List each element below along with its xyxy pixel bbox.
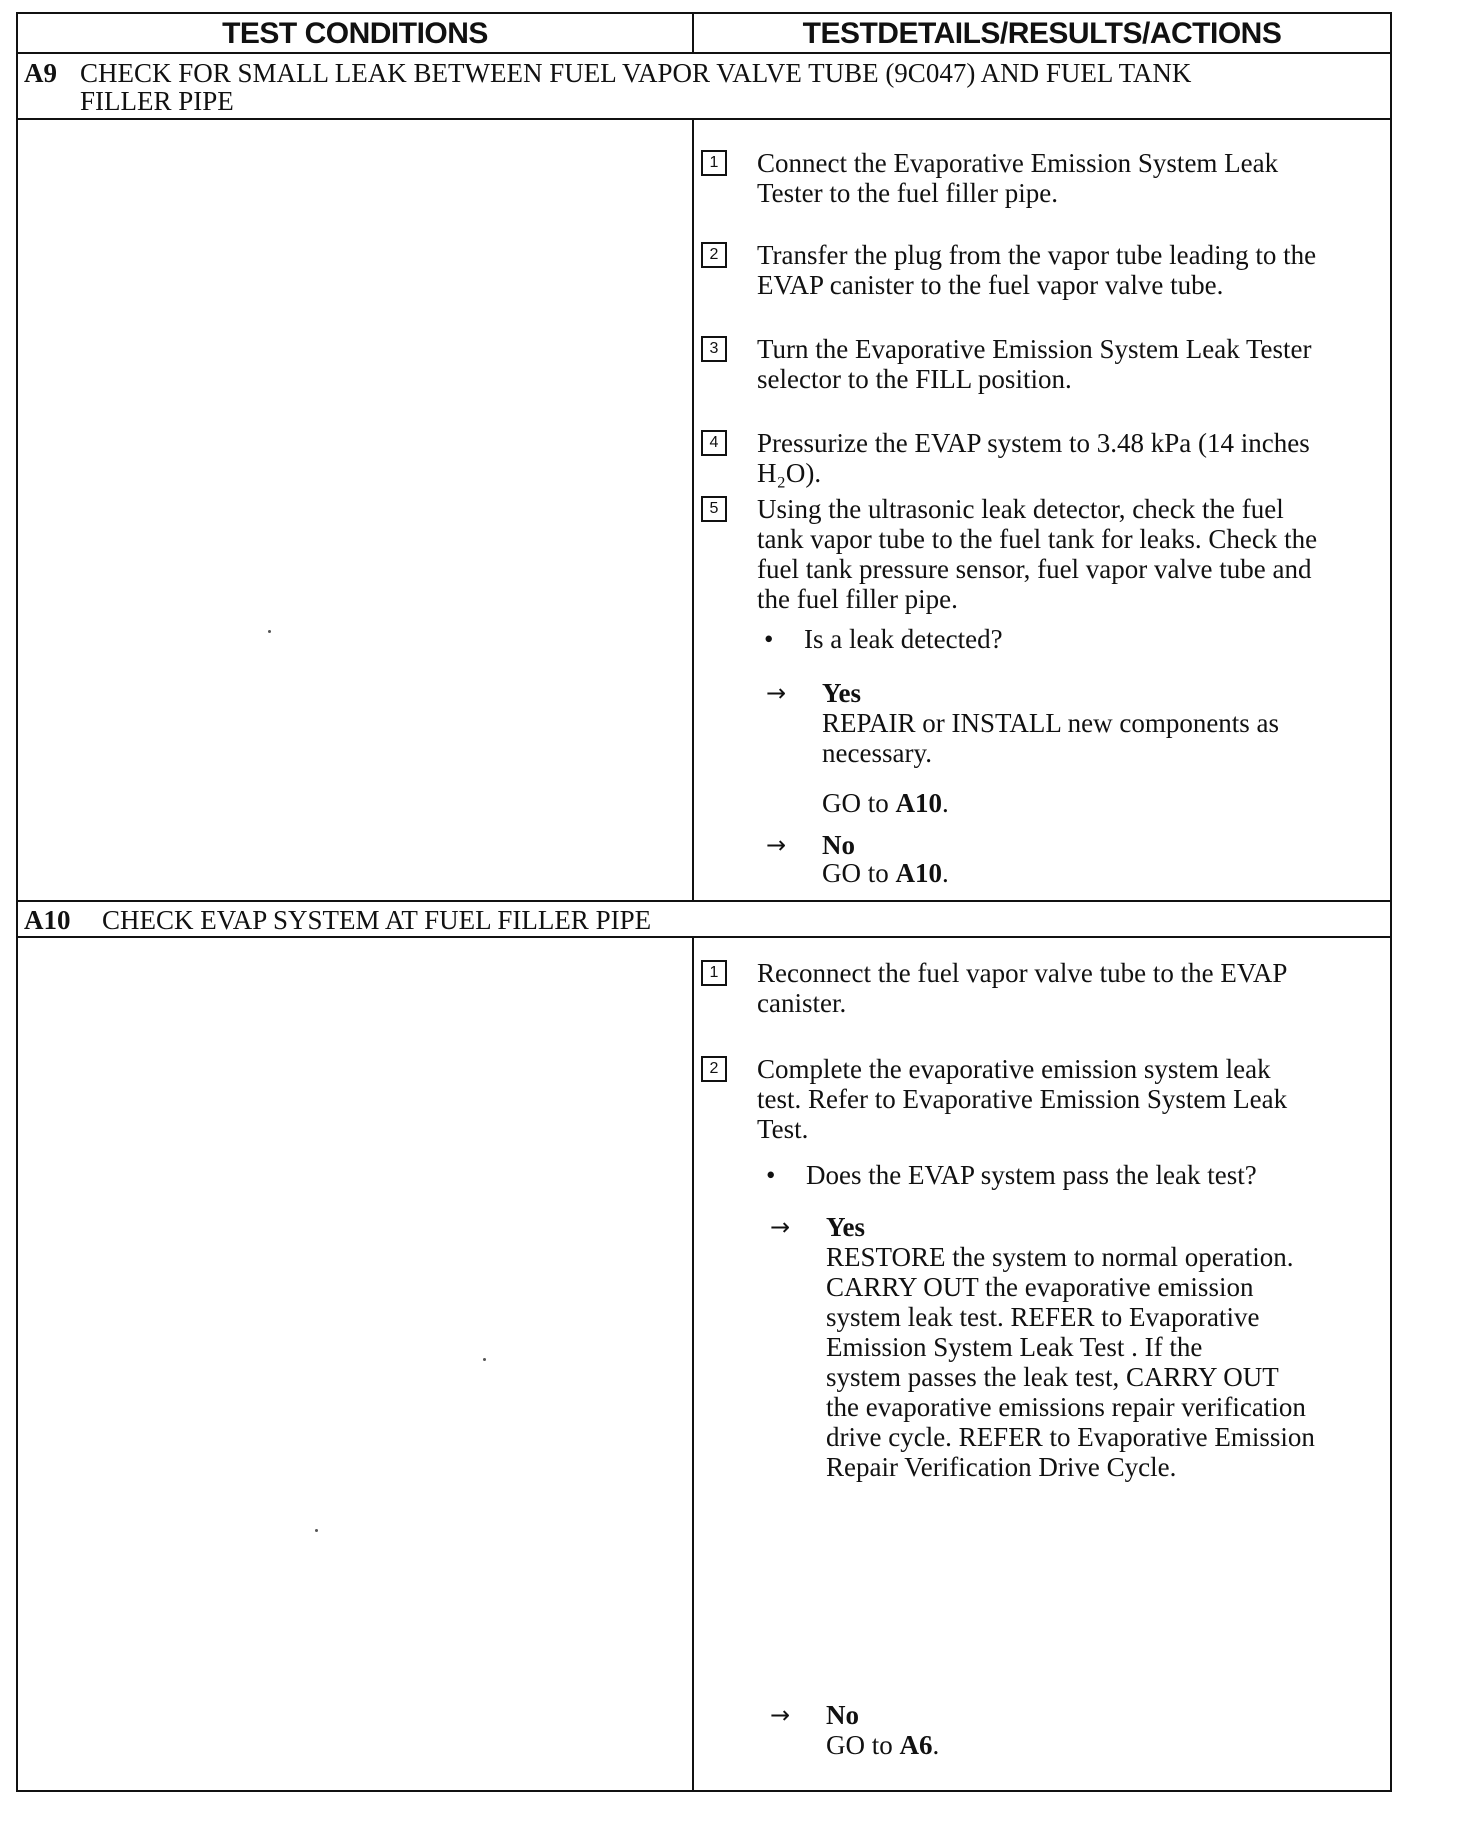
step-number-box: 2	[701, 1056, 727, 1082]
arrow-right-icon: →	[770, 1701, 791, 1729]
section-a9-title-line1: CHECK FOR SMALL LEAK BETWEEN FUEL VAPOR VALVE TUBE (9C047) AND FUEL TANK	[80, 58, 1192, 88]
step-text: Turn the Evaporative Emission System Leak Tester	[757, 334, 1312, 364]
header-test-details: TESTDETAILS/RESULTS/ACTIONS	[802, 17, 1282, 50]
a9-result-no	[766, 830, 1386, 890]
goto-ref: A10	[895, 858, 942, 888]
section-a10-code: A10	[24, 905, 71, 935]
step-text: fuel tank pressure sensor, fuel vapor valve tube and	[757, 554, 1312, 584]
step-text: test. Refer to Evaporative Emission System Leak	[757, 1084, 1288, 1114]
section-a9-title	[18, 54, 1390, 120]
step-text: canister.	[757, 988, 847, 1018]
section-a10-title	[18, 902, 1390, 938]
question-text: Is a leak detected?	[804, 624, 1003, 654]
result-text: necessary.	[822, 738, 932, 768]
step-text: selector to the FILL position.	[757, 364, 1072, 394]
result-goto: GO to A10.	[822, 788, 949, 818]
result-text: Repair Verification Drive Cycle.	[826, 1452, 1177, 1482]
step-number-box: 3	[701, 336, 727, 362]
arrow-right-icon: →	[766, 831, 787, 859]
result-text: RESTORE the system to normal operation.	[826, 1242, 1294, 1272]
column-divider	[692, 938, 694, 1790]
step-text: Test.	[757, 1114, 809, 1144]
step-text: Pressurize the EVAP system to 3.48 kPa (14 inches	[757, 428, 1310, 458]
diagnostic-table	[16, 12, 1392, 1792]
step-text: the fuel filler pipe.	[757, 584, 958, 614]
result-text: the evaporative emissions repair verification	[826, 1392, 1306, 1422]
step-text: Tester to the fuel filler pipe.	[757, 178, 1058, 208]
step-text: EVAP canister to the fuel vapor valve tube.	[757, 270, 1224, 300]
section-a10-title-text: CHECK EVAP SYSTEM AT FUEL FILLER PIPE	[102, 905, 652, 935]
step-text: H₂O).	[757, 458, 822, 488]
scan-speck	[315, 1529, 318, 1532]
scan-speck	[268, 630, 271, 633]
step-number-box: 1	[701, 960, 727, 986]
header-test-conditions: TEST CONDITIONS	[18, 14, 694, 52]
a10-result-no	[770, 1700, 1390, 1760]
bullet-icon: •	[764, 624, 774, 654]
scan-speck	[483, 1358, 486, 1361]
goto-ref: A10	[895, 788, 942, 818]
step-number-box: 4	[701, 430, 727, 456]
step-number-box: 2	[701, 242, 727, 268]
result-text: Emission System Leak Test . If the	[826, 1332, 1203, 1362]
result-text: CARRY OUT the evaporative emission	[826, 1272, 1254, 1302]
step-text: tank vapor tube to the fuel tank for leaks. Check the	[757, 524, 1318, 554]
step-text: Transfer the plug from the vapor tube leading to the	[757, 240, 1317, 270]
result-text: system leak test. REFER to Evaporative	[826, 1302, 1260, 1332]
result-text: REPAIR or INSTALL new components as	[822, 708, 1280, 738]
result-label: Yes	[822, 678, 861, 708]
step-text: Reconnect the fuel vapor valve tube to the EVAP	[757, 958, 1288, 988]
a9-result-yes	[766, 678, 1386, 818]
goto-ref: A6	[899, 1730, 933, 1760]
bullet-icon: •	[766, 1160, 776, 1190]
section-a9-code: A9	[24, 58, 57, 88]
step-number-box: 5	[701, 496, 727, 522]
result-goto: GO to A10.	[822, 858, 949, 888]
result-label: Yes	[826, 1212, 865, 1242]
result-text: system passes the leak test, CARRY OUT	[826, 1362, 1279, 1392]
step-text: Using the ultrasonic leak detector, check the fuel	[757, 494, 1284, 524]
step-number-box: 1	[701, 150, 727, 176]
arrow-right-icon: →	[770, 1213, 791, 1241]
result-goto: GO to A6.	[826, 1730, 940, 1760]
table-header	[18, 14, 1390, 54]
result-text: drive cycle. REFER to Evaporative Emission	[826, 1422, 1315, 1452]
step-text: Complete the evaporative emission system leak	[757, 1054, 1271, 1084]
step-text: Connect the Evaporative Emission System Leak	[757, 148, 1279, 178]
arrow-right-icon: →	[766, 679, 787, 707]
question-text: Does the EVAP system pass the leak test?	[806, 1160, 1257, 1190]
column-divider	[692, 120, 694, 900]
result-label: No	[822, 830, 855, 860]
a10-result-yes	[770, 1212, 1390, 1482]
section-a9-title-line2: FILLER PIPE	[80, 86, 234, 116]
result-label: No	[826, 1700, 859, 1730]
